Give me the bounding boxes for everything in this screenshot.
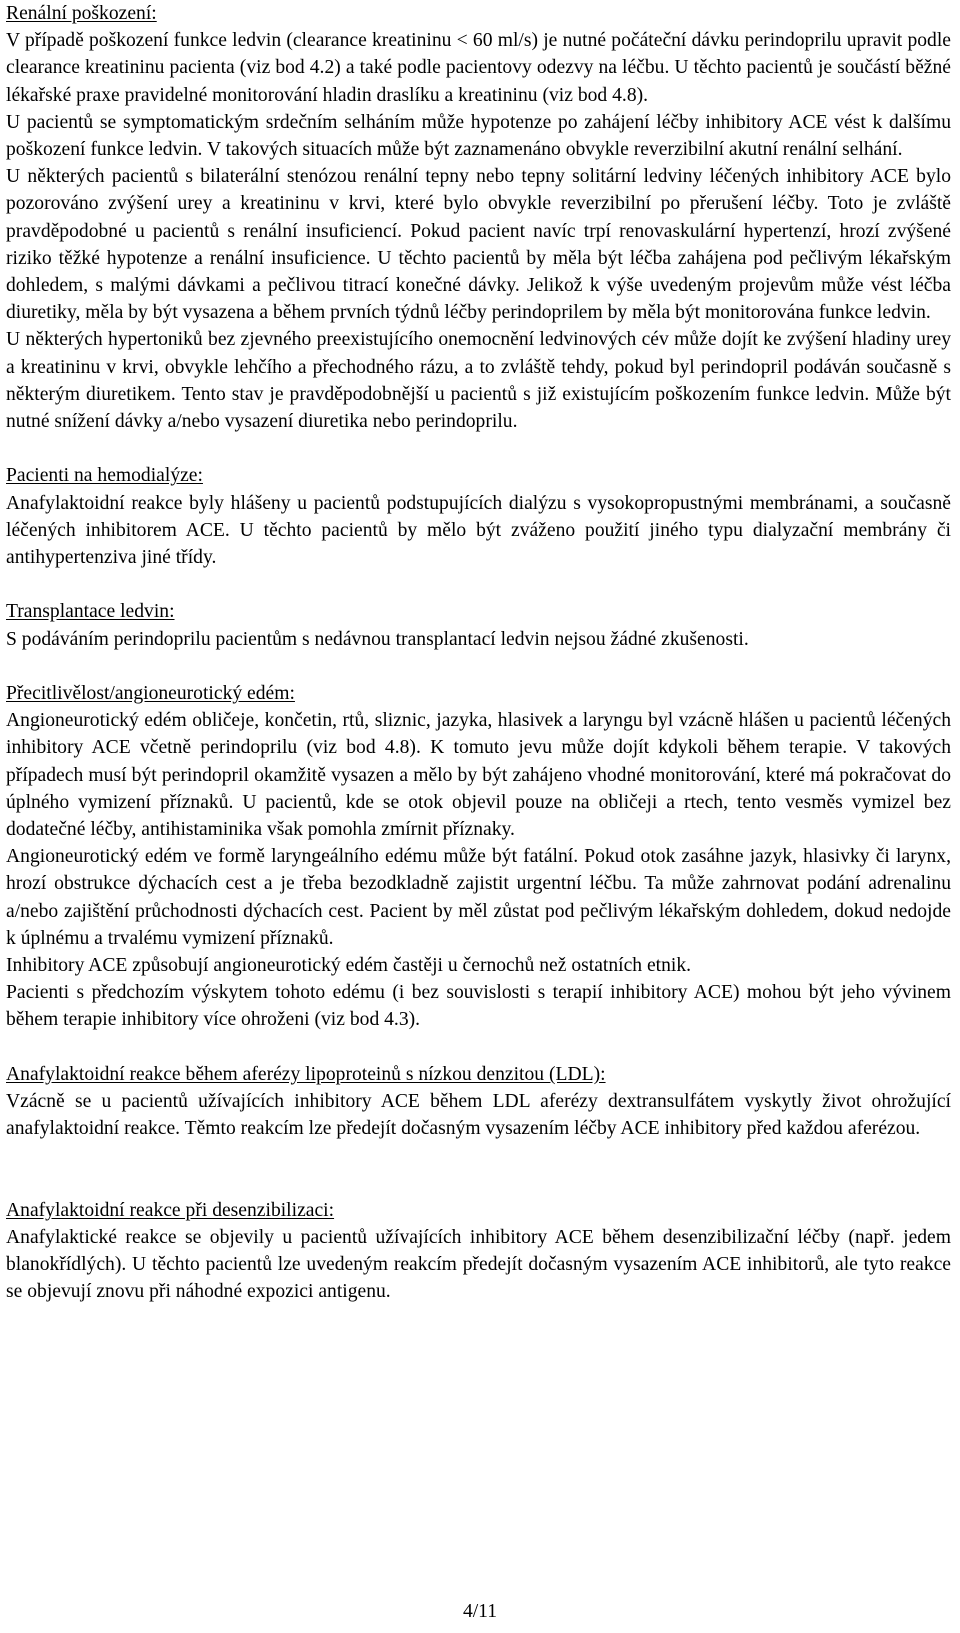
section-hemodialysis	[6, 462, 951, 571]
paragraph: Pacienti s předchozím výskytem tohoto edému (i bez souvislosti s terapií inhibitory ACE) mohou být jeho vývinem během terapie inhibitory více ohroženi (viz bod 4.3).	[6, 982, 951, 1031]
paragraph: Anafylaktické reakce se objevily u pacientů užívajících inhibitory ACE během desenzibilizační léčby (např. jedem blanokřídlých). U těchto pacientů lze uvedeným reakcím předejít dočasným vysazením ACE inhibitorů, ale tyto reakce se objevují znovu při náhodné expozici antigenu.	[6, 1227, 951, 1303]
paragraph: Vzácně se u pacientů užívajících inhibitory ACE během LDL aferézy dextransulfátem vyskytly život ohrožující anafylaktoidní reakce. Těmto reakcím lze předejít dočasným vysazením léčby ACE inhibitory před každou aferézou.	[6, 1091, 951, 1140]
section-renal-impairment	[6, 0, 951, 435]
paragraph: S podáváním perindoprilu pacientům s nedávnou transplantací ledvin nejsou žádné zkušenosti.	[6, 628, 749, 650]
page-number: 4/11	[462, 1601, 498, 1622]
section-heading: Pacienti na hemodialýze:	[6, 465, 203, 487]
section-heading: Anafylaktoidní reakce během aferézy lipoproteinů s nízkou denzitou (LDL):	[6, 1063, 606, 1085]
spacer	[6, 1034, 951, 1061]
spacer	[6, 435, 951, 462]
spacer	[6, 571, 951, 598]
paragraph: U některých pacientů s bilaterální stenózou renální tepny nebo tepny solitární ledviny léčených inhibitory ACE bylo pozorováno zvýšení urey a kreatininu v krvi, které bylo obvykle reverzibilní po přerušení léčby. Toto je zvláště pravděpodobné u pacientů s renální insuficiencí. Pokud pacient navíc trpí renovaskulární hypertenzí, hrozí zvýšené riziko těžké hypotenze a renální insuficience. U těchto pacientů by měla být léčba zahájena pod pečlivým lékařským dohledem, s malými dávkami a pečlivou titrací konečné dávky. Jelikož k výše uvedeným projevům může vést léčba diuretiky, měla by být vysazena a během prvních týdnů léčby perindoprilem by měla být monitorována funkce ledvin.	[6, 166, 951, 324]
paragraph: U pacientů se symptomatickým srdečním selháním může hypotenze po zahájení léčby inhibitory ACE vést k dalšímu poškození funkce ledvin. V takových situacích může být zaznamenáno obvykle reverzibilní akutní renální selhání.	[6, 111, 951, 161]
section-heading: Renální poškození:	[6, 3, 157, 24]
section-hypersensitivity	[6, 680, 951, 1034]
spacer	[6, 653, 951, 680]
paragraph: V případě poškození funkce ledvin (clearance kreatininu < 60 ml/s) je nutné počáteční dávku perindoprilu upravit podle clearance kreatininu pacienta (viz bod 4.2) a také podle pacientovy odezvy na léčbu. U těchto pacientů je součástí běžné lékařské praxe pravidelné monitorování hladin draslíku a kreatininu (viz bod 4.8).	[6, 30, 951, 106]
paragraph: U některých hypertoniků bez zjevného preexistujícího onemocnění ledvinových cév může dojít ke zvýšení hladiny urey a kreatininu v krvi, obvykle lehčího a přechodného rázu, a to zvláště tehdy, pokud byl perindopril podáván současně s některým diuretikem. Tento stav je pravděpodobnější u pacientů s již existujícím poškozením funkce ledvin. Může být nutné snížení dávky a/nebo vysazení diuretika nebo perindoprilu.	[6, 329, 951, 433]
section-heading: Anafylaktoidní reakce při desenzibilizaci:	[6, 1199, 335, 1221]
paragraph: Angioneurotický edém obličeje, končetin, rtů, sliznic, jazyka, hlasivek a laryngu byl vzácně hlášen u pacientů léčených inhibitory ACE včetně perindoprilu (viz bod 4.8). K tomuto jevu může dojít kdykoli během terapie. V takových případech musí být perindopril okamžitě vysazen a mělo by být zahájeno vhodné monitorování, které má pokračovat do úplného vymizení příznaků. U pacientů, kde se otok objevil pouze na obličeji a rtech, tento vesměs vymizel bez dodatečné léčby, antihistaminika však pomohla zmírnit příznaky.	[6, 710, 951, 841]
paragraph: Angioneurotický edém ve formě laryngeálního edému může být fatální. Pokud otok zasáhne jazyk, hlasivky či larynx, hrozí obstrukce dýchacích cest a je třeba bezodkladně zajistit urgentní léčbu. Ta může zahrnovat podání adrenalinu a/nebo zajištění průchodnosti dýchacích cest. Pacient by měl zůstat pod pečlivým lékařským dohledem, dokud nedojde k úplnému a trvalému vymizení příznaků.	[6, 846, 951, 949]
section-kidney-transplant	[6, 598, 951, 652]
section-ldl-apheresis	[6, 1061, 951, 1143]
section-heading: Transplantace ledvin:	[6, 601, 175, 623]
section-desensitisation	[6, 1197, 951, 1306]
paragraph: Inhibitory ACE způsobují angioneurotický edém častěji u černochů než ostatních etnik.	[6, 955, 692, 977]
spacer	[6, 1142, 951, 1196]
paragraph: Anafylaktoidní reakce byly hlášeny u pacientů podstupujících dialýzu s vysokopropustnými membránami, a současně léčených inhibitorem ACE. U těchto pacientů by mělo být zváženo použití jiného typu dialyzační membrány či antihypertenziva jiné třídy.	[6, 492, 951, 569]
section-heading: Přecitlivělost/angioneurotický edém:	[6, 683, 295, 705]
document-page	[6, 0, 951, 1306]
